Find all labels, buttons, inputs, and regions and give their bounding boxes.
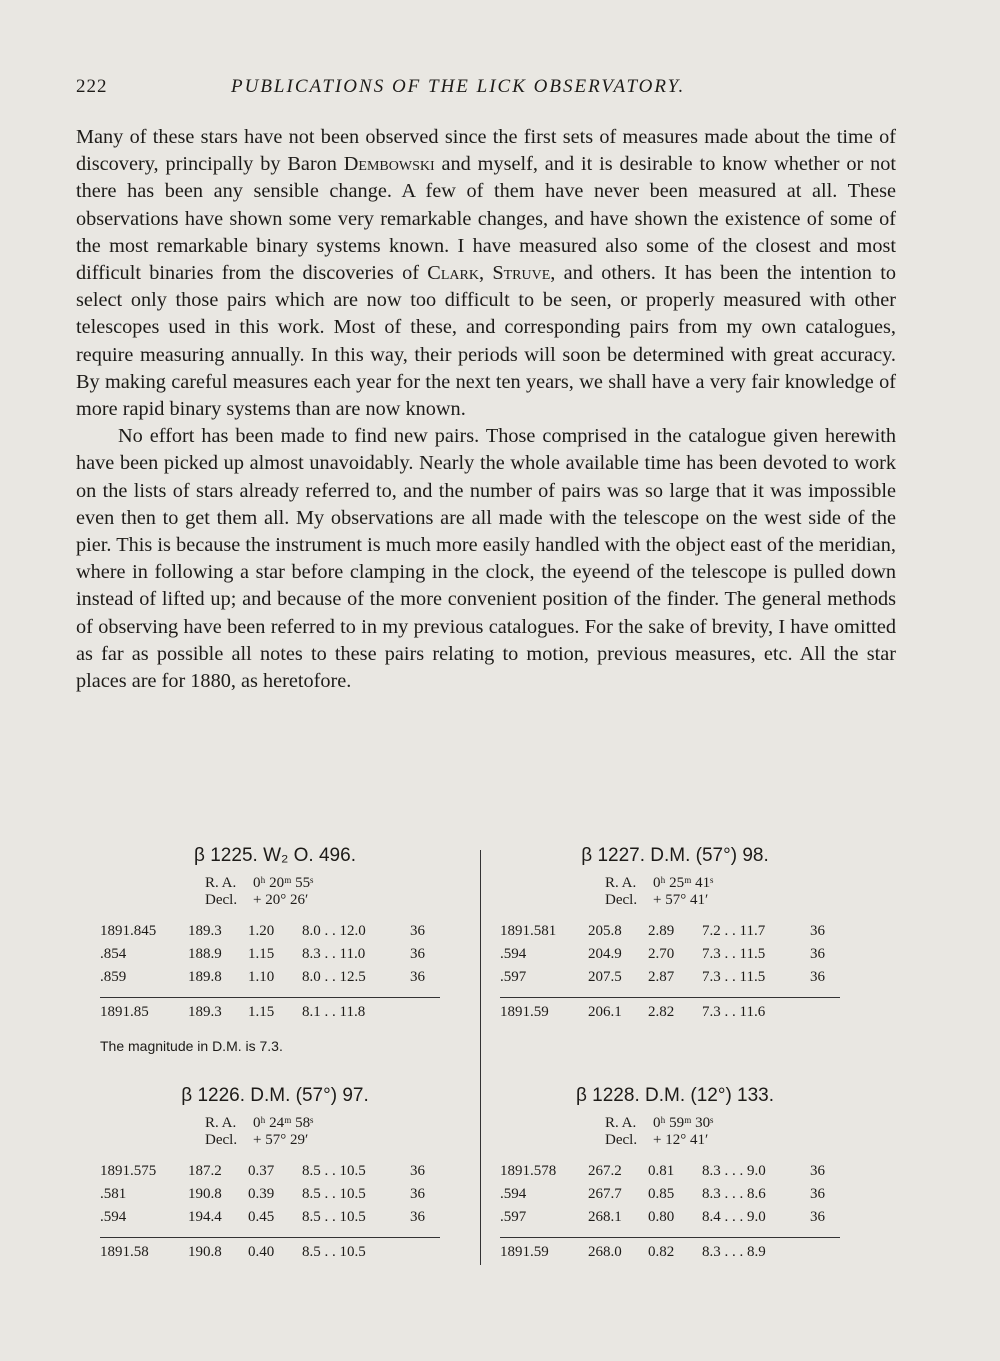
observation-row xyxy=(100,969,440,992)
name-dembowski: Dembowski xyxy=(343,153,435,176)
decl-value: + 57° 41′ xyxy=(653,892,709,908)
body-text xyxy=(76,124,896,695)
cell-date: .597 xyxy=(500,969,527,985)
cell-dist: 2.70 xyxy=(648,946,675,962)
mean-angle: 268.0 xyxy=(588,1244,622,1260)
cell-dist: 0.85 xyxy=(648,1186,675,1202)
star-entry xyxy=(100,845,440,1054)
observation-row xyxy=(500,1186,840,1209)
cell-dist: 1.20 xyxy=(248,923,275,939)
cell-date: .859 xyxy=(100,969,127,985)
mean-date: 1891.59 xyxy=(500,1244,549,1260)
cell-ap: 36 xyxy=(410,969,425,985)
text-run: , and others. It has been the intention to select only those pairs which are now too difficult to be seen, or properly measured with other telescopes used in this work. Most of these, and corresponding pairs from my own catalogues, require measuring annually. In this way, their periods will soon be determined with great accuracy. By making careful measures each year for the next ten years, we shall have a very fair knowledge of more rapid binary systems than are now known. xyxy=(76,262,897,421)
cell-mag: 8.0 . . 12.0 xyxy=(302,923,366,939)
ra-value: 0ʰ 25ᵐ 41ˢ xyxy=(653,875,714,891)
observation-row xyxy=(100,946,440,969)
cell-ap: 36 xyxy=(410,1186,425,1202)
observation-row xyxy=(500,1209,840,1232)
mean-mag: 8.3 . . . 8.9 xyxy=(702,1244,766,1260)
star-coordinates xyxy=(605,875,840,909)
cell-angle: 190.8 xyxy=(188,1186,222,1202)
text-run: , xyxy=(478,262,493,285)
cell-ap: 36 xyxy=(810,1186,825,1202)
ra-value: 0ʰ 20ᵐ 55ˢ xyxy=(253,875,314,891)
cell-dist: 1.10 xyxy=(248,969,275,985)
cell-mag: 8.3 . . . 8.6 xyxy=(702,1186,766,1202)
name-struve: Struve xyxy=(492,262,551,285)
mean-dist: 1.15 xyxy=(248,1004,275,1020)
mean-row xyxy=(100,997,440,1024)
cell-angle: 267.2 xyxy=(588,1163,622,1179)
decl-label: Decl. xyxy=(605,892,638,908)
cell-mag: 8.4 . . . 9.0 xyxy=(702,1209,766,1225)
cell-angle: 267.7 xyxy=(588,1186,622,1202)
observation-row xyxy=(100,1163,440,1186)
ra-label: R. A. xyxy=(205,1115,237,1131)
cell-dist: 2.89 xyxy=(648,923,675,939)
cell-ap: 36 xyxy=(410,1163,425,1179)
cell-ap: 36 xyxy=(810,923,825,939)
cell-dist: 0.80 xyxy=(648,1209,675,1225)
cell-mag: 7.2 . . 11.7 xyxy=(702,923,766,939)
observation-row xyxy=(500,969,840,992)
mean-angle: 189.3 xyxy=(188,1004,222,1020)
mean-dist: 2.82 xyxy=(648,1004,675,1020)
cell-date: .581 xyxy=(100,1186,127,1202)
observations-table xyxy=(500,923,840,1024)
cell-ap: 36 xyxy=(810,969,825,985)
decl-value: + 20° 26′ xyxy=(253,892,309,908)
observation-row xyxy=(100,1209,440,1232)
star-title: β 1227. D.M. (57°) 98. xyxy=(581,845,769,866)
name-clark: Clark xyxy=(427,262,479,285)
decl-value: + 57° 29′ xyxy=(253,1132,309,1148)
mean-dist: 0.82 xyxy=(648,1244,675,1260)
observations-table xyxy=(100,923,440,1024)
cell-angle: 194.4 xyxy=(188,1209,222,1225)
cell-mag: 7.3 . . 11.5 xyxy=(702,946,766,962)
cell-date: .594 xyxy=(100,1209,127,1225)
paragraph-2: No effort has been made to find new pairs. Those comprised in the catalogue given herewith have been picked up almost unavoidably. Nearly the whole available time has been devoted to work on the lists of stars already referred to, and the number of pairs was so large that it was impossible even then to get them all. My observations are all made with the telescope on the west side of the pier. This is because the instrument is much more easily handled with the object east of the meridian, where in following a star before clamping in the clock, the eyeend of the telescope is pulled down instead of lifted up; and because of the more convenient position of the finder. The general methods of observing have been referred to in my previous catalogues. For the sake of brevity, I have omitted as far as possible all notes to these pairs relating to motion, previous measures, etc. All the star places are for 1880, as heretofore. xyxy=(76,425,896,693)
mean-angle: 206.1 xyxy=(588,1004,622,1020)
star-entry xyxy=(500,845,840,1024)
ra-label: R. A. xyxy=(605,1115,637,1131)
paragraph-1 xyxy=(76,124,896,423)
mean-date: 1891.59 xyxy=(500,1004,549,1020)
cell-angle: 187.2 xyxy=(188,1163,222,1179)
decl-label: Decl. xyxy=(205,1132,238,1148)
observations-table xyxy=(500,1163,840,1264)
running-title: PUBLICATIONS OF THE LICK OBSERVATORY. xyxy=(231,76,686,97)
star-coordinates xyxy=(205,875,440,909)
star-entry xyxy=(500,1085,840,1264)
cell-date: 1891.845 xyxy=(100,923,157,939)
star-title: β 1226. D.M. (57°) 97. xyxy=(181,1085,369,1106)
cell-mag: 8.5 . . 10.5 xyxy=(302,1186,366,1202)
mean-dist: 0.40 xyxy=(248,1244,275,1260)
cell-dist: 0.81 xyxy=(648,1163,675,1179)
cell-date: .597 xyxy=(500,1209,527,1225)
text-run: and myself, and it is desirable to know whether or not there has been any sensible change. A few of them have never been measured at all. These observations have shown some very remarkable changes, and have shown the existence of some of the most remarkable binary systems known. I have measured also some of the closest and most difficult binaries from the discoveries of xyxy=(76,153,896,285)
observation-row xyxy=(500,946,840,969)
cell-date: .854 xyxy=(100,946,127,962)
cell-ap: 36 xyxy=(410,946,425,962)
ra-value: 0ʰ 24ᵐ 58ˢ xyxy=(253,1115,314,1131)
cell-mag: 8.0 . . 12.5 xyxy=(302,969,366,985)
cell-angle: 205.8 xyxy=(588,923,622,939)
mean-mag: 8.1 . . 11.8 xyxy=(302,1004,366,1020)
star-title: β 1225. W₂ O. 496. xyxy=(194,845,356,866)
star-entry xyxy=(100,1085,440,1264)
cell-angle: 268.1 xyxy=(588,1209,622,1225)
ra-label: R. A. xyxy=(605,875,637,891)
ra-value: 0ʰ 59ᵐ 30ˢ xyxy=(653,1115,714,1131)
mean-angle: 190.8 xyxy=(188,1244,222,1260)
mean-mag: 7.3 . . 11.6 xyxy=(702,1004,766,1020)
cell-dist: 0.39 xyxy=(248,1186,275,1202)
cell-ap: 36 xyxy=(810,1163,825,1179)
cell-dist: 0.45 xyxy=(248,1209,275,1225)
mean-row xyxy=(500,1237,840,1264)
mean-row xyxy=(100,1237,440,1264)
mean-row xyxy=(500,997,840,1024)
cell-mag: 8.3 . . . 9.0 xyxy=(702,1163,766,1179)
cell-date: .594 xyxy=(500,946,527,962)
cell-angle: 204.9 xyxy=(588,946,622,962)
ra-label: R. A. xyxy=(205,875,237,891)
mean-date: 1891.58 xyxy=(100,1244,149,1260)
cell-dist: 1.15 xyxy=(248,946,275,962)
cell-ap: 36 xyxy=(810,1209,825,1225)
cell-ap: 36 xyxy=(810,946,825,962)
star-coordinates xyxy=(205,1115,440,1149)
text-run: Many of these stars have not been observed since the first sets of measures made about the time of discovery, principally by Baron xyxy=(76,126,896,176)
cell-angle: 188.9 xyxy=(188,946,222,962)
column-divider xyxy=(480,850,481,1265)
cell-date: 1891.578 xyxy=(500,1163,557,1179)
star-note: The magnitude in D.M. is 7.3. xyxy=(100,1038,283,1054)
star-coordinates xyxy=(605,1115,840,1149)
page-number: 222 xyxy=(76,76,108,97)
cell-dist: 2.87 xyxy=(648,969,675,985)
cell-mag: 8.5 . . 10.5 xyxy=(302,1163,366,1179)
mean-mag: 8.5 . . 10.5 xyxy=(302,1244,366,1260)
cell-date: 1891.581 xyxy=(500,923,557,939)
cell-angle: 189.8 xyxy=(188,969,222,985)
cell-date: 1891.575 xyxy=(100,1163,157,1179)
cell-mag: 8.3 . . 11.0 xyxy=(302,946,366,962)
cell-mag: 8.5 . . 10.5 xyxy=(302,1209,366,1225)
cell-angle: 207.5 xyxy=(588,969,622,985)
observation-row xyxy=(100,923,440,946)
decl-value: + 12° 41′ xyxy=(653,1132,709,1148)
cell-date: .594 xyxy=(500,1186,527,1202)
cell-mag: 7.3 . . 11.5 xyxy=(702,969,766,985)
decl-label: Decl. xyxy=(605,1132,638,1148)
cell-ap: 36 xyxy=(410,1209,425,1225)
page-header xyxy=(76,76,906,106)
mean-date: 1891.85 xyxy=(100,1004,149,1020)
observations-table xyxy=(100,1163,440,1264)
decl-label: Decl. xyxy=(205,892,238,908)
observation-row xyxy=(500,923,840,946)
observation-row xyxy=(500,1163,840,1186)
cell-dist: 0.37 xyxy=(248,1163,275,1179)
cell-angle: 189.3 xyxy=(188,923,222,939)
cell-ap: 36 xyxy=(410,923,425,939)
observation-row xyxy=(100,1186,440,1209)
star-title: β 1228. D.M. (12°) 133. xyxy=(575,1085,775,1106)
